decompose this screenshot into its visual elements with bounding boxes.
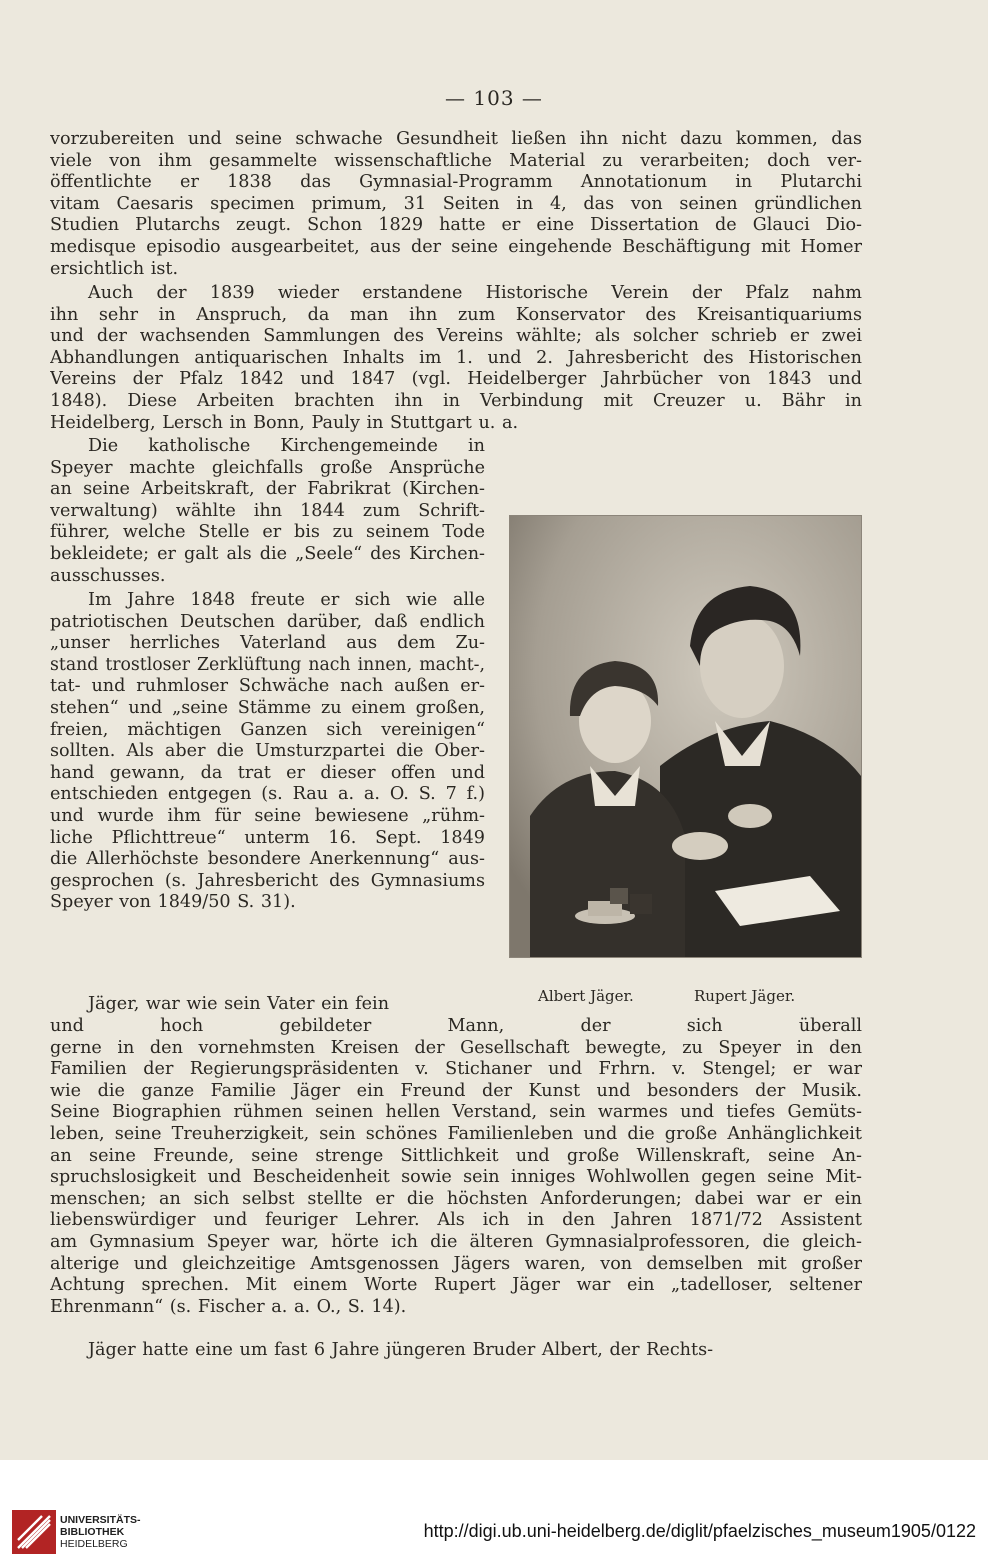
text-line: viele von ihm gesammelte wissenschaftliche Material zu verarbeiten; doch ver- (50, 150, 862, 171)
text-line: leben, seine Treuherzigkeit, sein schönes Familienleben und die große Anhänglichkeit (50, 1123, 862, 1144)
caption-rupert: Rupert Jäger. (694, 987, 796, 1005)
text-line: Jäger, war wie sein Vater ein fein (88, 994, 390, 1014)
text-line: Speyer von 1849/50 S. 31). (50, 892, 296, 913)
text-line: verwaltung) wählte ihn 1844 zum Schrift- (50, 500, 485, 521)
caption-albert: Albert Jäger. (538, 987, 634, 1005)
text-line: Jäger hatte eine um fast 6 Jahre jüngeren Bruder Albert, der Rechts- (88, 1340, 714, 1360)
text-line: die Allerhöchste besondere Anerkennung“ aus- (50, 849, 485, 870)
portrait-image (509, 515, 862, 958)
text-line: öffentlichte er 1838 das Gymnasial-Programm Annotationum in Plutarchi (50, 172, 862, 193)
text-line: gesprochen (s. Jahresbericht des Gymnasiums (50, 870, 485, 891)
library-logo-icon (12, 1510, 56, 1554)
text-line: Im Jahre 1848 freute er sich wie alle (88, 590, 485, 610)
text-line: Die katholische Kirchengemeinde in (88, 436, 485, 456)
text-line: 1848). Diese Arbeiten brachten ihn in Verbindung mit Creuzer u. Bähr in (50, 390, 862, 411)
text-line: hand gewann, da trat er dieser offen und (50, 762, 485, 783)
paragraph-character (50, 1016, 862, 1318)
source-url-link[interactable]: http://digi.ub.uni-heidelberg.de/diglit/pfaelzisches_museum1905/0122 (423, 1521, 976, 1541)
text-line: Heidelberg, Lersch in Bonn, Pauly in Stuttgart u. a. (50, 412, 519, 433)
text-line: und der wachsenden Sammlungen des Vereins wählte; als solcher schrieb er zwei (50, 326, 862, 347)
paragraph-intro (50, 129, 862, 280)
text-line: Ehrenmann“ (s. Fischer a. a. O., S. 14). (50, 1296, 407, 1317)
footer-bar (0, 1460, 988, 1561)
text-line: und hoch gebildeter Mann, der sich überall (50, 1016, 862, 1036)
text-line: Achtung sprechen. Mit einem Worte Rupert Jäger war ein „tadelloser, seltener (50, 1275, 862, 1296)
text-line: stehen“ und „seine Stämme zu einem großen, (50, 697, 485, 718)
text-line: bekleidete; er galt als die „Seele“ des Kirchen- (50, 543, 485, 564)
text-line: sollten. Als aber die Umsturzpartei die Ober- (50, 741, 485, 762)
library-line2: BIBLIOTHEK (60, 1526, 125, 1538)
paragraph-jaeger-start (50, 994, 485, 1016)
text-line: Speyer machte gleichfalls große Ansprüche (50, 457, 485, 478)
text-line: Seine Biographien rühmen seinen hellen Verstand, sein warmes und tiefes Gemüts- (50, 1102, 862, 1123)
text-line: alterige und gleichzeitige Amtsgenossen Jägers waren, von demselben mit großer (50, 1253, 862, 1274)
paragraph-historical-society (50, 283, 862, 434)
text-line: Auch der 1839 wieder erstandene Historische Verein der Pfalz nahm (88, 283, 862, 303)
text-line: vorzubereiten und seine schwache Gesundheit ließen ihn nicht dazu kommen, das (50, 129, 862, 149)
text-line: vitam Caesaris specimen primum, 31 Seiten in 4, das von seinen gründlichen (50, 193, 862, 214)
text-line: an seine Freunde, seine strenge Sittlichkeit und große Willenskraft, seine An- (50, 1145, 862, 1166)
text-line: patriotischen Deutschen darüber, daß endlich (50, 611, 485, 632)
library-name (60, 1514, 141, 1550)
text-line: gerne in den vornehmsten Kreisen der Gesellschaft bewegte, zu Speyer in den (50, 1037, 862, 1058)
paragraph-1848 (50, 590, 485, 914)
text-line: Studien Plutarchs zeugt. Schon 1829 hatte er eine Dissertation de Glauci Dio- (50, 215, 862, 236)
text-line: und wurde ihm für seine bewiesene „rühm- (50, 805, 485, 826)
paragraph-church (50, 436, 485, 587)
text-line: an seine Arbeitskraft, der Fabrikrat (Kirchen- (50, 479, 485, 500)
text-line: spruchslosigkeit und Bescheidenheit sowie sein inniges Wohlwollen gegen seine Mit- (50, 1167, 862, 1188)
library-line3: HEIDELBERG (60, 1538, 128, 1550)
text-line: Familien der Regierungspräsidenten v. Stichaner und Frhrn. v. Stengel; er war (50, 1059, 862, 1080)
text-line: tat- und ruhmloser Schwäche nach außen er- (50, 676, 485, 697)
text-line: medisque episodio ausgearbeitet, aus der seine eingehende Beschäftigung mit Homer (50, 236, 862, 257)
text-line: am Gymnasium Speyer war, hörte ich die älteren Gymnasialprofessoren, die gleich- (50, 1231, 862, 1252)
text-line: liche Pflichttreue“ unterm 16. Sept. 1849 (50, 827, 485, 848)
text-line: menschen; an sich selbst stellte er die höchsten Anforderungen; dabei war er ein (50, 1188, 862, 1209)
text-line: entschieden entgegen (s. Rau a. a. O. S. 7 f.) (50, 784, 485, 805)
text-line: ihn sehr in Anspruch, da man ihn zum Konservator des Kreisantiquariums (50, 304, 862, 325)
paragraph-brother (50, 1340, 862, 1362)
text-line: führer, welche Stelle er bis zu seinem Tode (50, 522, 485, 543)
portrait-illustration (510, 516, 861, 957)
text-line: ersichtlich ist. (50, 258, 179, 279)
text-line: stand trostloser Zerklüftung nach innen, macht-, (50, 654, 485, 675)
library-line1: UNIVERSITÄTS- (60, 1514, 141, 1526)
text-line: Vereins der Pfalz 1842 und 1847 (vgl. Heidelberger Jahrbücher von 1843 und (50, 369, 862, 390)
text-line: liebenswürdiger und feuriger Lehrer. Als ich in den Jahren 1871/72 Assistent (50, 1210, 862, 1231)
text-line: wie die ganze Familie Jäger ein Freund der Kunst und besonders der Musik. (50, 1080, 862, 1101)
text-line: Abhandlungen antiquarischen Inhalts im 1. und 2. Jahresbericht des Historischen (50, 347, 862, 368)
text-line: freien, mächtigen Ganzen sich vereinigen“ (50, 719, 485, 740)
page-number: — 103 — (445, 86, 543, 110)
text-line: ausschusses. (50, 565, 166, 586)
text-line: „unser herrliches Vaterland aus dem Zu- (50, 633, 485, 654)
